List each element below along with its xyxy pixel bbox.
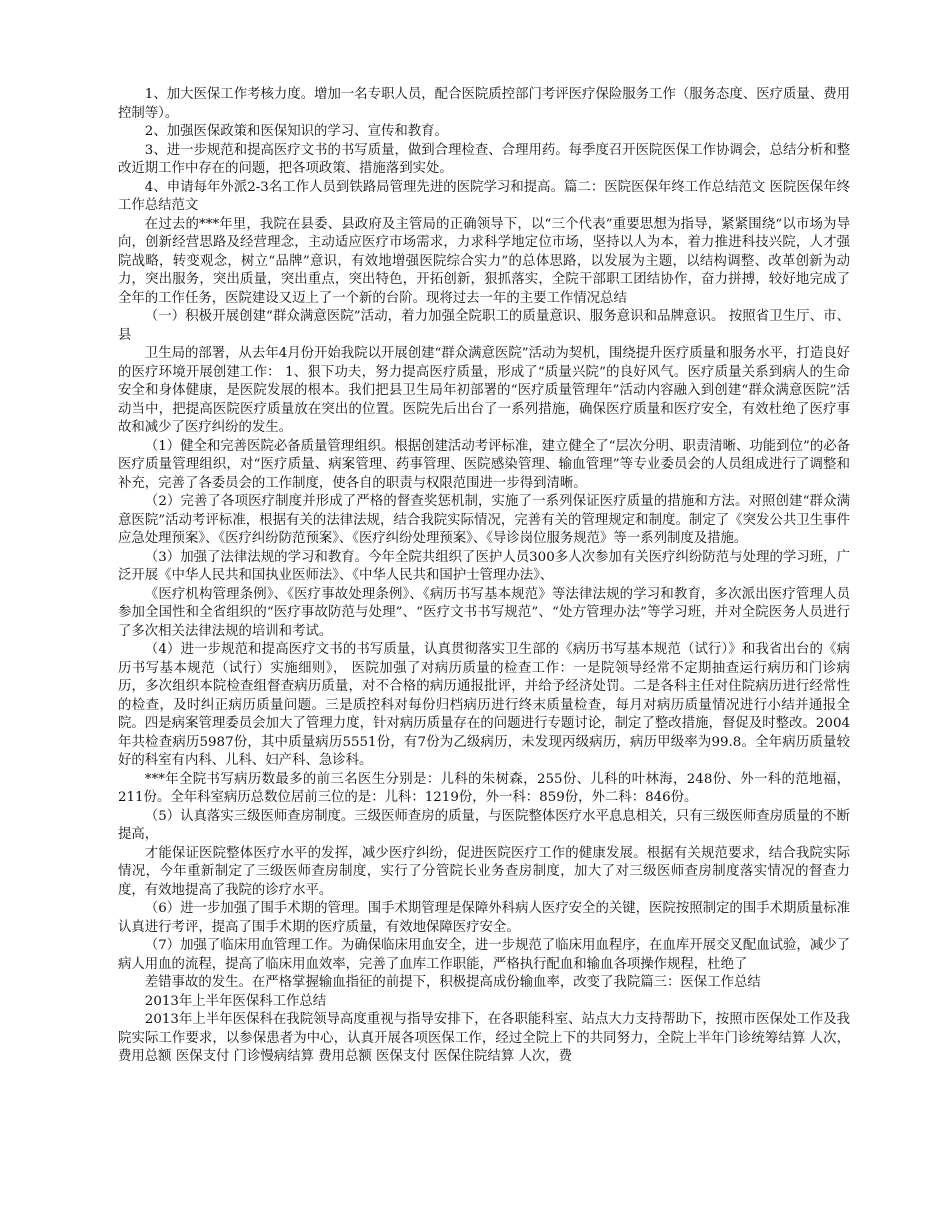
paragraph: （2）完善了各项医疗制度并形成了严格的督查奖惩机制，实施了一系列保证医疗质量的措施和方法。对照创建“群众满意医院”活动考评标准，根据有关的法律法规，结合我院实际情况，完善有关的管理规定和制度。制定了《突发公共卫生事件应急处理预案》、《医疗纠纷防范预案》、《医疗纠纷处理预案》、《导诊岗位服务规范》等一系列制度及措施。 <box>118 494 850 546</box>
paragraph: 2013年上半年医保科在我院领导高度重视与指导安排下，在各职能科室、站点大力支持帮助下，按照市医保处工作及我院实际工作要求，以参保患者为中心，认真开展各项医保工作，经过全院上下的共同努力，全院上半年门诊统筹结算 人次，费用总额 医保支付 门诊慢病结算 费用总额 医保支付 医保住院结算 人次，费 <box>118 1012 850 1064</box>
paragraph: 才能保证医院整体医疗水平的发挥，减少医疗纠纷，促进医院医疗工作的健康发展。根据有关规范要求，结合我院实际情况，今年重新制定了三级医师查房制度，实行了分管院长业务查房制度，加大了对三级医师查房制度落实情况的督查力度，有效地提高了我院的诊疗水平。 <box>118 845 850 898</box>
paragraph: ***年全院书写病历数最多的前三名医生分别是：儿科的朱树森，255份、儿科的叶林海，248份、外一科的范地福，211份。全年科室病历总数位居前三位的是：儿科：1219份，外一科：859份，外二科：846份。 <box>118 771 850 805</box>
paragraph: （1）健全和完善医院必备质量管理组织。根据创建活动考评标准，建立健全了“层次分明、职责清晰、功能到位”的必备医疗质量管理组织，对“医疗质量、病案管理、药事管理、医院感染管理、输血管理”等专业委员会的人员组成进行了调整和补充，完善了各委员会的工作制度，使各自的职责与权限范围进一步得到清晰。 <box>118 438 850 491</box>
paragraph: （5）认真落实三级医师查房制度。三级医师查房的质量，与医院整体医疗水平息息相关，只有三级医师查房质量的不断提高， <box>118 808 850 842</box>
paragraph: 卫生局的部署，从去年4月份开始我院以开展创建“群众满意医院”活动为契机，围绕提升医疗质量和服务水平，打造良好的医疗环境开展创建工作： 1、狠下功夫，努力提高医疗质量，形成了“质量兴院”的良好风气。医疗质量关系到病人的生命安全和身体健康，是医院发展的根本。我们把县卫生局年初部署的“医疗质量管理年”活动内容融入到创建“群众满意医院”活动当中，把提高医院医疗质量放在突出的位置。医院先后出台了一系列措施，确保医疗质量和医疗安全，有效杜绝了医疗事故和减少了医疗纠纷的发生。 <box>118 346 850 435</box>
paragraph: （7）加强了临床用血管理工作。为确保临床用血安全，进一步规范了临床用血程序，在血库开展交叉配血试验，减少了病人用血的流程，提高了临床用血效率，完善了血库工作职能，严格执行配血和输血各项操作规程，杜绝了 <box>118 938 850 972</box>
paragraph: 《医疗机构管理条例》、《医疗事故处理条例》、《病历书写基本规范》等法律法规的学习和教育，多次派出医疗管理人员参加全国性和全省组织的“医疗事故防范与处理”、“医疗文书书写规范”、“处方管理办法”等学习班，并对全院医务人员进行了多次相关法律法规的培训和考试。 <box>118 586 850 639</box>
section-title: 2013年上半年医保科工作总结 <box>144 993 327 1009</box>
paragraph: 4、申请每年外派2-3名工作人员到铁路局管理先进的医院学习和提高。篇二：医院医保年终工作总结范文 医院医保年终工作总结范文 <box>118 179 850 213</box>
paragraph: 2、加强医保政策和医保知识的学习、宣传和教育。 <box>144 124 448 139</box>
paragraph: 在过去的***年里，我院在县委、县政府及主管局的正确领导下，以“三个代表”重要思想为指导，紧紧围绕“以市场为导向，创新经营思路及经营理念，主动适应医疗市场需求，力求科学地定位市场，坚持以人为本，着力推进科技兴院，人才强院战略，转变观念，树立“品牌”意识，有效地增强医院综合实力”的总体思路，以发展为主题，以结构调整、改革创新为动力，突出服务，突出质量，突出重点，突出特色，开拓创新，狠抓落实，全院干部职工团结协作，奋力拼搏，较好地完成了全年的工作任务，医院建设又迈上了一个新的台阶。现将过去一年的主要工作情况总结 <box>118 216 850 306</box>
paragraph: 差错事故的发生。在严格掌握输血指征的前提下，积极提高成份输血率，改变了我院篇三：医保工作总结 <box>144 975 761 990</box>
paragraph: （4）进一步规范和提高医疗文书的书写质量，认真贯彻落实卫生部的《病历书写基本规范（试行）》和我省出台的《病历书写基本规范（试行）实施细则》， 医院加强了对病历质量的检查工作：一是院领导经常不定期抽查运行病历和门诊病历，多次组织本院检查组督查病历质量，对不合格的病历通报批评，并给予经济处罚。二是各科主任对住院病历进行经常性的检查，及时纠正病历质量问题。三是质控科对每份归档病历进行终末质量检查，每月对病历质量情况进行小结并通报全院。四是病案管理委员会加大了管理力度，针对病历质量存在的问题进行专题讨论，制定了整改措施，督促及时整改。2004年共检查病历5987份，其中质量病历5551份，有7份为乙级病历，未发现丙级病历，病历甲级率为99.8。全年病历质量较好的科室有内科、儿科、妇产科、急诊科。 <box>118 642 850 768</box>
paragraph: （3）加强了法律法规的学习和教育。今年全院共组织了医护人员300多人次参加有关医疗纠纷防范与处理的学习班，广泛开展《中华人民共和国执业医师法》、《中华人民共和国护士管理办法》、 <box>118 549 850 583</box>
paragraph: （一）积极开展创建“群众满意医院”活动，着力加强全院职工的质量意识、服务意识和品牌意识。 按照省卫生厅、市、县 <box>118 309 850 343</box>
paragraph: 3、进一步规范和提高医疗文书的书写质量，做到合理检查、合理用药。每季度召开医院医保工作协调会，总结分析和整改近期工作中存在的问题，把各项政策、措施落到实处。 <box>118 142 850 176</box>
paragraph: （6）进一步加强了围手术期的管理。围手术期管理是保障外科病人医疗安全的关键，医院按照制定的围手术期质量标准认真进行考评，提高了围手术期的医疗质量，有效地保障医疗安全。 <box>118 901 850 935</box>
paragraph: 1、加大医保工作考核力度。增加一名专职人员，配合医院质控部门考评医疗保险服务工作（服务态度、医疗质量、费用控制等）。 <box>118 87 850 121</box>
